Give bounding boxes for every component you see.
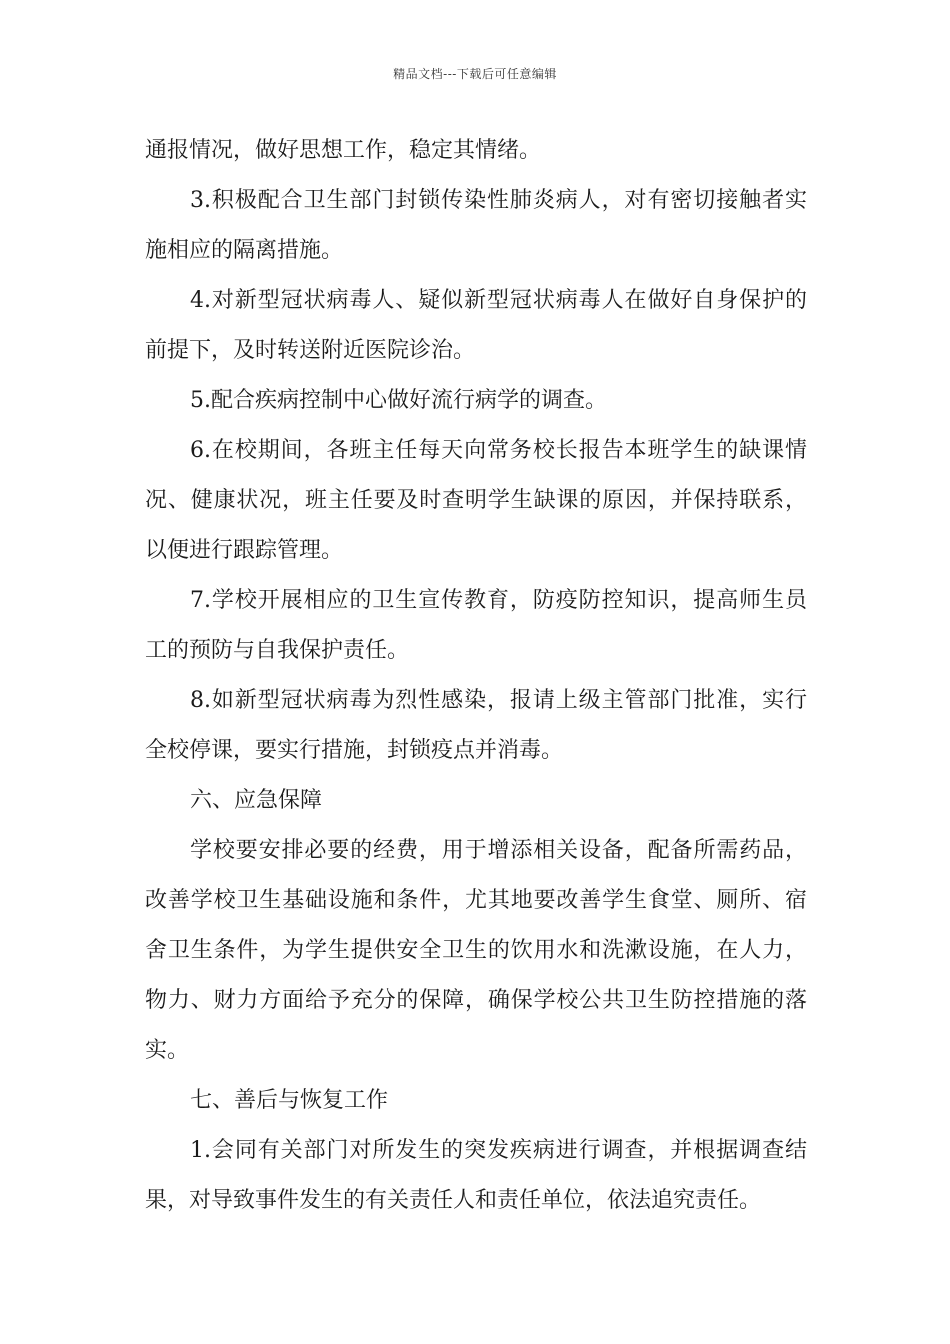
text-line: 5.配合疾病控制中心做好流行病学的调查。: [190, 388, 607, 413]
page-header: 精品文档---下载后可任意编辑: [393, 67, 557, 81]
text-line: 物力、财力方面给予充分的保障，确保学校公共卫生防控措施的落: [145, 988, 807, 1013]
text-line: 况、健康状况，班主任要及时查明学生缺课的原因，并保持联系，: [145, 488, 807, 513]
text-line: 6.在校期间，各班主任每天向常务校长报告本班学生的缺课情: [190, 438, 807, 463]
text-line: 实。: [145, 1038, 190, 1063]
text-line: 前提下，及时转送附近医院诊治。: [145, 338, 476, 363]
text-line: 舍卫生条件，为学生提供安全卫生的饮用水和洗漱设施，在人力，: [145, 938, 807, 963]
text-line: 施相应的隔离措施。: [145, 238, 344, 263]
text-line: 全校停课，要实行措施，封锁疫点并消毒。: [145, 738, 564, 763]
text-line: 7.学校开展相应的卫生宣传教育，防疫防控知识，提高师生员: [190, 588, 807, 613]
text-line: 通报情况，做好思想工作，稳定其情绪。: [145, 138, 542, 163]
text-line: 以便进行跟踪管理。: [145, 538, 344, 563]
text-line: 1.会同有关部门对所发生的突发疾病进行调查，并根据调查结: [190, 1138, 807, 1163]
text-line: 8.如新型冠状病毒为烈性感染，报请上级主管部门批准，实行: [190, 688, 807, 713]
text-line: 果，对导致事件发生的有关责任人和责任单位，依法追究责任。: [145, 1188, 762, 1213]
document-body: [145, 126, 807, 1226]
text-line: 3.积极配合卫生部门封锁传染性肺炎病人，对有密切接触者实: [190, 188, 807, 213]
text-line: 4.对新型冠状病毒人、疑似新型冠状病毒人在做好自身保护的: [190, 288, 807, 313]
section-heading: 六、应急保障: [190, 788, 323, 813]
text-line: 学校要安排必要的经费，用于增添相关设备，配备所需药品，: [190, 838, 807, 863]
text-line: 改善学校卫生基础设施和条件，尤其地要改善学生食堂、厕所、宿: [145, 888, 807, 913]
text-line: 工的预防与自我保护责任。: [145, 638, 410, 663]
section-heading: 七、善后与恢复工作: [190, 1088, 389, 1113]
